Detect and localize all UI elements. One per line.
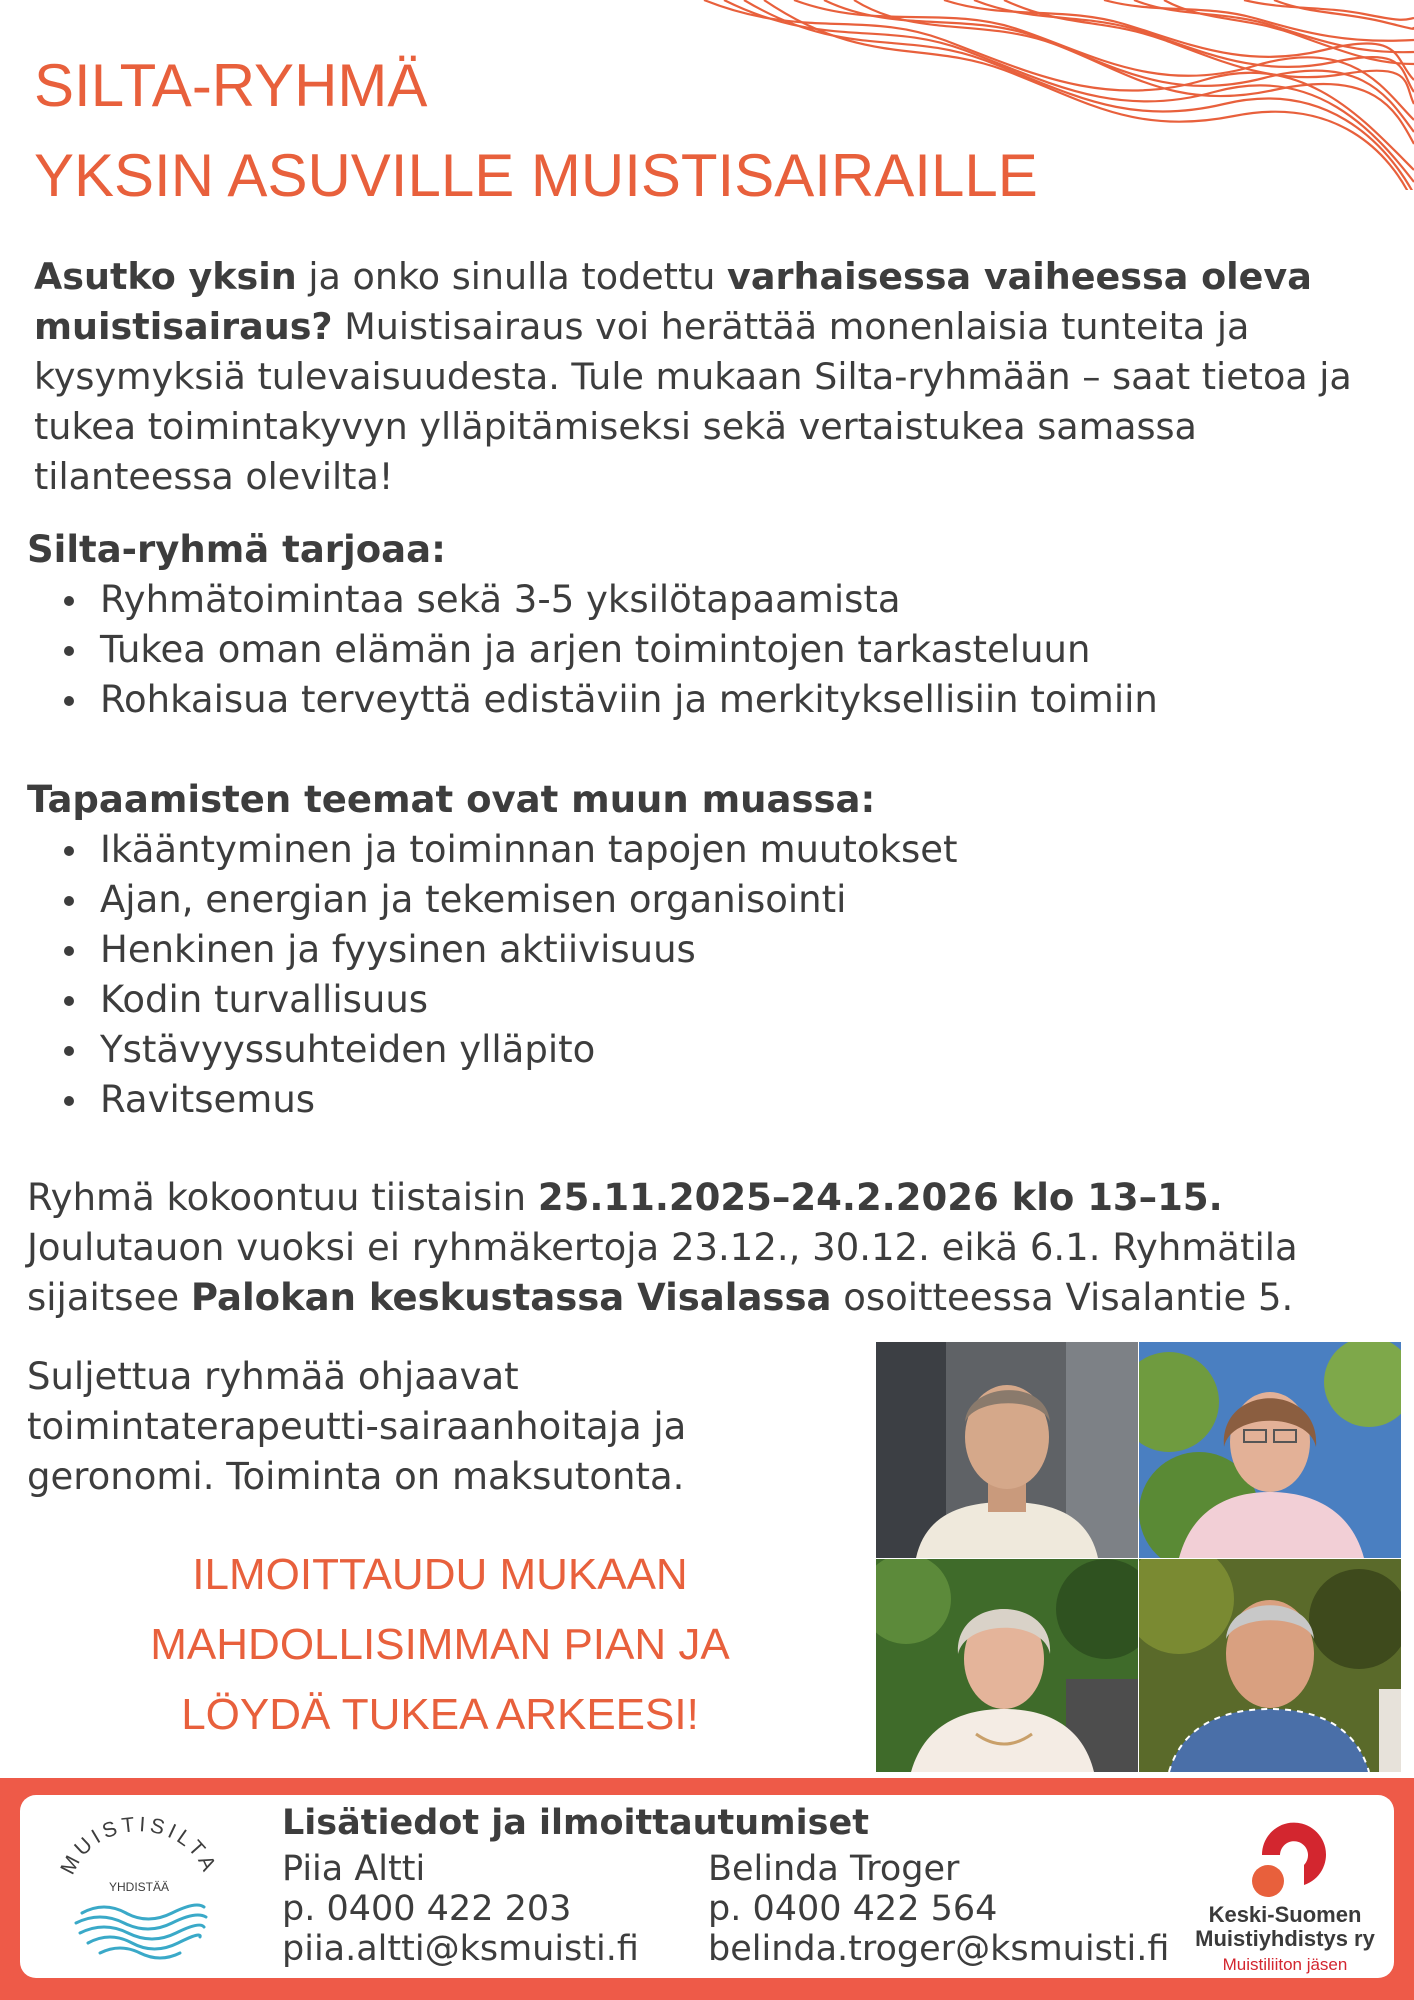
meeting-dates: 25.11.2025–24.2.2026 klo 13–15.	[537, 1176, 1223, 1219]
leaders-info: Suljettua ryhmää ohjaavat toimintaterapeutti-sairaanhoitaja ja geronomi. Toiminta on maksutonta.	[27, 1355, 687, 1498]
photo-man-1	[876, 1342, 1138, 1558]
contact-title: Lisätiedot ja ilmoittautumiset	[282, 1803, 869, 1843]
contact-phone[interactable]: p. 0400 422 564	[708, 1889, 998, 1929]
contact-card	[20, 1795, 1394, 1978]
logo-sub-text: YHDISTÄÄ	[108, 1880, 170, 1894]
waves-icon	[76, 1905, 206, 1958]
page-title-line2: YKSIN ASUVILLE MUISTISAIRAILLE	[34, 142, 1038, 209]
call-to-action	[90, 1540, 790, 1750]
list-item: Kodin turvallisuus	[100, 975, 958, 1025]
intro-text-1: ja onko sinulla todettu	[296, 255, 728, 298]
intro-bold-2: varhaisessa vaiheessa oleva muistisairaus?	[34, 255, 1312, 348]
contact-name: Belinda Troger	[708, 1849, 960, 1889]
offers-list	[100, 575, 1158, 725]
list-item: Henkinen ja fyysinen aktiivisuus	[100, 925, 958, 975]
cta-line2: MAHDOLLISIMMAN PIAN JA	[150, 1620, 730, 1669]
contact-name: Piia Altti	[282, 1849, 426, 1889]
contact-email[interactable]: piia.altti@ksmuisti.fi	[282, 1929, 639, 1969]
org-name-line2: Muistiyhdistys ry	[1195, 1926, 1375, 1951]
svg-text:MUISTISILTA	[56, 1813, 221, 1878]
photo-man-2	[1139, 1559, 1401, 1772]
org-membership: Muistiliiton jäsen	[1222, 1955, 1348, 1974]
intro-paragraph	[34, 252, 1404, 502]
org-name-line1: Keski-Suomen	[1208, 1902, 1362, 1927]
themes-title: Tapaamisten teemat ovat muun muassa:	[27, 778, 876, 821]
list-item: Ravitsemus	[100, 1075, 958, 1125]
list-item: Ystävyyssuhteiden ylläpito	[100, 1025, 958, 1075]
photo-woman-2	[876, 1559, 1138, 1772]
meeting-text-3: osoitteessa Visalantie 5.	[831, 1276, 1294, 1319]
footer	[0, 1778, 1414, 2000]
list-item: Rohkaisua terveyttä edistäviin ja merkityksellisiin toimiin	[100, 675, 1158, 725]
contact-belinda	[708, 1849, 1169, 1969]
muistisilta-logo	[54, 1809, 224, 1969]
logo-arc-text: MUISTISILTA	[56, 1812, 222, 1879]
intro-bold-1: Asutko yksin	[34, 255, 297, 298]
list-item: Tukea oman elämän ja arjen toimintojen tarkasteluun	[100, 625, 1158, 675]
cta-line1: ILMOITTAUDU MUKAAN	[192, 1550, 688, 1599]
contact-phone[interactable]: p. 0400 422 203	[282, 1889, 572, 1929]
org-name	[1180, 1903, 1390, 1951]
meeting-info	[27, 1173, 1407, 1323]
meeting-text-1: Ryhmä kokoontuu tiistaisin	[27, 1176, 538, 1219]
photo-collage	[876, 1342, 1401, 1772]
intro-text-2: Muistisairaus voi herättää monenlaisia tunteita ja kysymyksiä tulevaisuudesta. Tule mukaan Silta-ryhmään – saat tietoa ja tukea toimintakyvyn ylläpitämiseksi sekä vertaistukea samassa tilanteessa olevilta!	[34, 305, 1352, 498]
page-title-line1: SILTA-RYHMÄ	[34, 52, 428, 119]
contact-email[interactable]: belinda.troger@ksmuisti.fi	[708, 1929, 1170, 1969]
list-item: Ryhmätoimintaa sekä 3-5 yksilötapaamista	[100, 575, 1158, 625]
contact-piia	[282, 1849, 639, 1969]
list-item: Ajan, energian ja tekemisen organisointi	[100, 875, 958, 925]
themes-list	[100, 825, 958, 1125]
offers-title: Silta-ryhmä tarjoaa:	[27, 528, 446, 571]
photo-woman-1	[1139, 1342, 1401, 1558]
list-item: Ikääntyminen ja toiminnan tapojen muutokset	[100, 825, 958, 875]
meeting-text-2: Joulutauon vuoksi ei ryhmäkertoja 23.12., 30.12. eikä 6.1. Ryhmätila sijaitsee	[27, 1226, 1298, 1319]
meeting-location: Palokan keskustassa Visalassa	[190, 1276, 832, 1319]
cta-line3: LÖYDÄ TUKEA ARKEESI!	[181, 1690, 699, 1739]
